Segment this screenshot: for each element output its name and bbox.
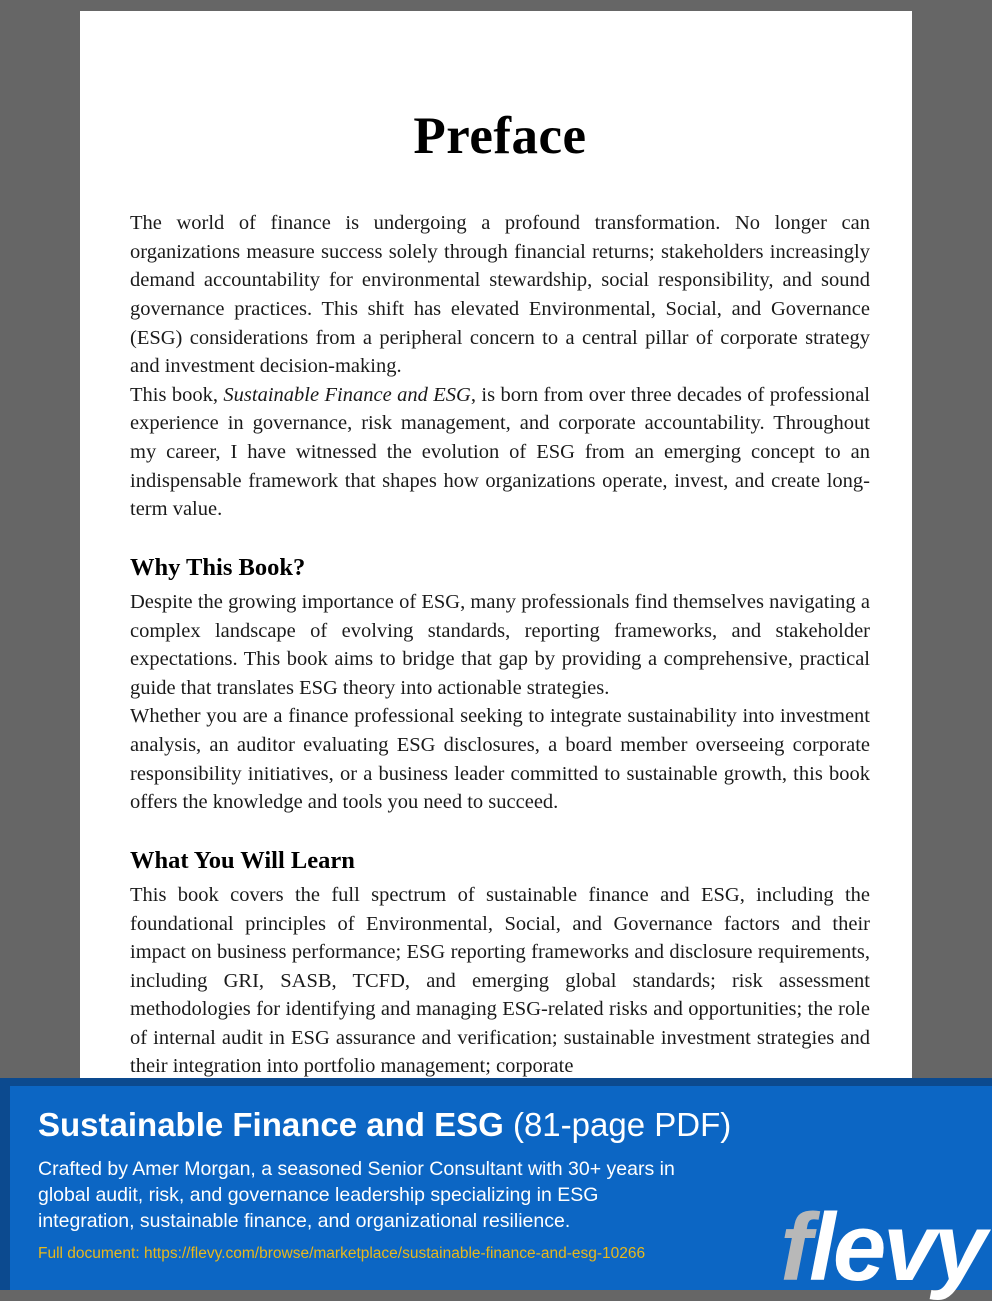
flevy-logo-levy: levy <box>809 1194 984 1301</box>
promo-text-block <box>38 1106 738 1264</box>
paragraph-why-2: Whether you are a finance professional seeking to integrate sustainability into investment analysis, an auditor evaluating ESG disclosures, a board member overseeing corporate responsibility initiatives, or a business leader committed to sustainable growth, this book offers the knowledge and tools you need to succeed. <box>130 705 870 814</box>
paragraph-intro-2 <box>130 381 870 524</box>
page-title: Preface <box>413 107 587 165</box>
flevy-logo[interactable] <box>780 1194 984 1301</box>
promo-title <box>38 1106 738 1144</box>
paragraph-why-1: Despite the growing importance of ESG, many professionals find themselves navigating a complex landscape of evolving standards, reporting frameworks, and stakeholder expectations. This book aims to bridge that gap by providing a comprehensive, practical guide that translates ESG theory into actionable strategies. <box>130 591 870 699</box>
promo-title-main: Sustainable Finance and ESG <box>38 1106 504 1143</box>
promo-document-link[interactable]: Full document: https://flevy.com/browse/marketplace/sustainable-finance-and-esg-10266 <box>38 1244 646 1262</box>
promo-banner-inner <box>10 1086 992 1301</box>
page-content-column <box>130 11 870 1078</box>
book-title-italic: Sustainable Finance and ESG <box>223 383 471 406</box>
promo-title-pagecount: (81-page PDF) <box>503 1106 732 1143</box>
paragraph-intro-2-tail: , is born from over three decades of professional experience in governance, risk management, and corporate accountability. Throughout my career, I have witnessed the evolution of ESG from an emerging concept to an indispensable framework that shapes how organizations operate, invest, and create long-term value. <box>130 383 870 521</box>
paragraph-learn-1: This book covers the full spectrum of sustainable finance and ESG, including the foundational principles of Environmental, Social, and Governance factors and their impact on business performance; ESG reporting frameworks and disclosure requirements, including GRI, SASB, TCFD, and emerging global standards; risk assessment methodologies for identifying and managing ESG-related risks and opportunities; the role of internal audit in ESG assurance and verification; sustainable investment strategies and their integration into portfolio management; corporate <box>130 883 870 1078</box>
heading-why-this-book: Why This Book? <box>130 553 306 581</box>
document-page <box>80 11 912 1078</box>
paragraph-intro-2-lead: This book, <box>130 383 224 406</box>
flevy-logo-f: f <box>780 1194 810 1301</box>
heading-what-you-will-learn: What You Will Learn <box>130 846 355 874</box>
promo-subtitle: Crafted by Amer Morgan, a seasoned Senior Consultant with 30+ years in global audit, risk, and governance leadership specializing in ESG integration, sustainable finance, and organizational resilience. <box>38 1157 675 1232</box>
paragraph-intro-1: The world of finance is undergoing a profound transformation. No longer can organizations measure success solely through financial returns; stakeholders increasingly demand accountability for environmental stewardship, social responsibility, and sound governance practices. This shift has elevated Environmental, Social, and Governance (ESG) considerations from a peripheral concern to a central pillar of corporate strategy and investment decision-making. <box>130 212 870 378</box>
document-body <box>130 209 870 1078</box>
flevy-promo-banner <box>0 1078 992 1301</box>
